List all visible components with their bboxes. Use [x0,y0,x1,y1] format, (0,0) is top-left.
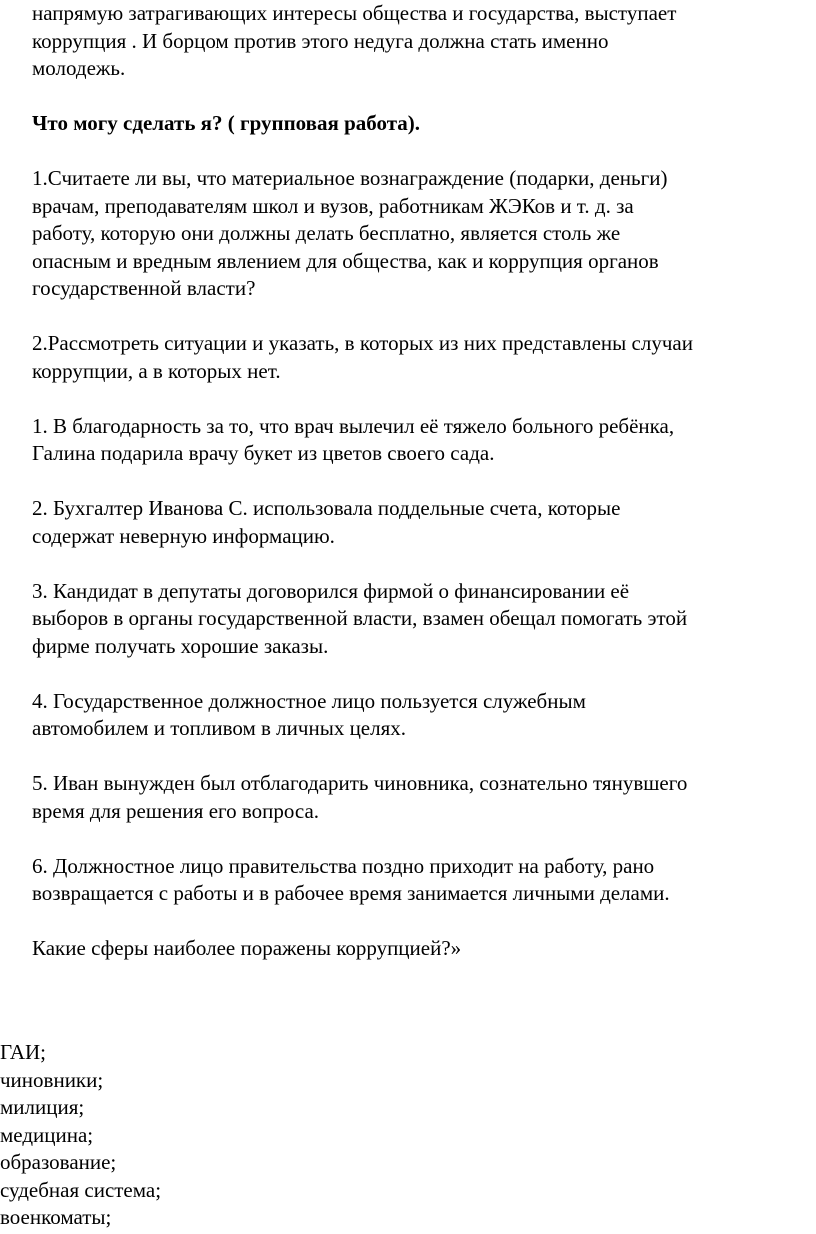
list-item: образование; [0,1150,117,1174]
text-line: 1.Считаете ли вы, что материальное вознаграждение (подарки, деньги) [32,166,668,190]
text-line: коррупция . И борцом против этого недуга должна стать именно [32,28,609,53]
situation-6 [32,853,812,908]
list-item: ГАИ; [0,1040,47,1064]
situation-4 [32,688,812,743]
text-line: врачам, преподавателям школ и вузов, работникам ЖЭКов и т. д. за [32,193,634,218]
text-line: Какие сферы наиболее поражены коррупцией?» [32,936,462,960]
question-2 [32,330,812,385]
text-line: фирме получать хорошие заказы. [32,633,329,658]
text-line: 2.Рассмотреть ситуации и указать, в которых из них представлены случаи [32,331,693,355]
document-body [32,0,812,990]
section-heading [32,110,812,138]
text-line: Галина подарила врачу букет из цветов своего сада. [32,441,495,465]
question-1 [32,165,812,303]
question-3 [32,935,812,963]
list-item: медицина; [0,1122,94,1147]
text-line: возвращается с работы и в рабочее время занимается личными делами. [32,881,670,905]
text-line: автомобилем и топливом в личных целях. [32,716,407,740]
spheres-list [0,1039,400,1232]
text-line: коррупции, а в которых нет. [32,358,281,383]
list-item: судебная система; [0,1177,162,1202]
situation-5 [32,770,812,825]
text-line: выборов в органы государственной власти, взамен обещал помогать этой [32,606,688,630]
text-line: 1. В благодарность за то, что врач вылечил её тяжело больного ребёнка, [32,413,675,438]
text-line: государственной власти? [32,276,256,300]
situation-3 [32,578,812,661]
list-item: военкоматы; [0,1205,112,1229]
text-line: содержат неверную информацию. [32,523,335,548]
text-line: 4. Государственное должностное лицо пользуется служебным [32,688,586,713]
text-line: опасным и вредным явлением для общества, как и коррупция органов [32,248,659,273]
situation-2 [32,495,812,550]
heading-text: Что могу сделать я? ( групповая работа). [32,111,421,135]
text-line: молодежь. [32,56,126,80]
text-line: напрямую затрагивающих интересы общества и государства, выступает [32,1,677,25]
text-line: 3. Кандидат в депутаты договорился фирмой о финансировании её [32,578,630,603]
text-line: 6. Должностное лицо правительства поздно приходит на работу, рано [32,853,655,878]
text-line: 2. Бухгалтер Иванова С. использовала поддельные счета, которые [32,496,621,520]
text-line: 5. Иван вынужден был отблагодарить чиновника, сознательно тянувшего [32,771,688,795]
text-line: время для решения его вопроса. [32,798,320,823]
intro-paragraph [32,0,812,83]
list-item: милиция; [0,1095,85,1119]
situation-1 [32,413,812,468]
text-line: работу, которую они должны делать бесплатно, является столь же [32,221,621,245]
list-item: чиновники; [0,1067,104,1092]
